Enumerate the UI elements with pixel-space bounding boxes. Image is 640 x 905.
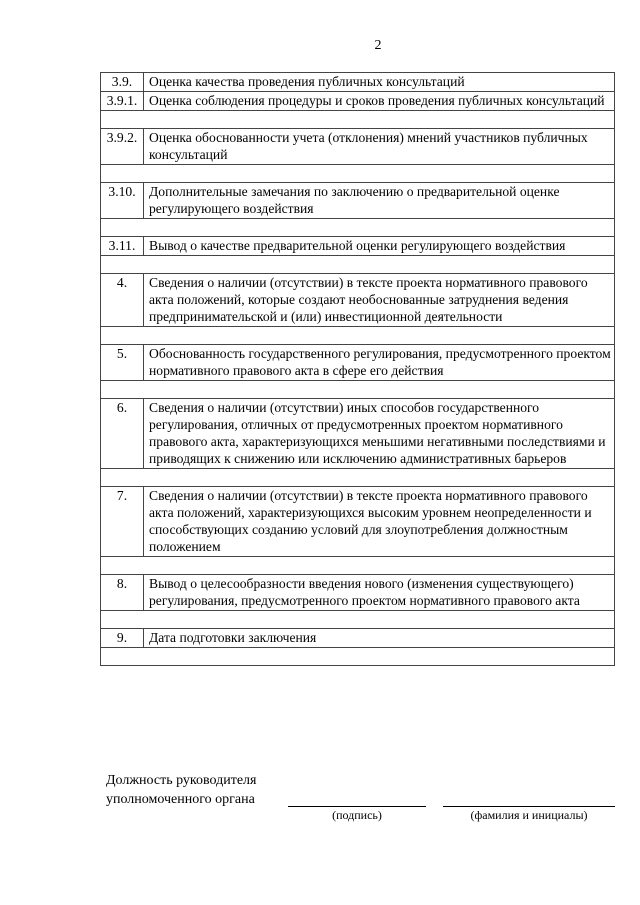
table-row: [101, 73, 615, 92]
blank-answer-row: [101, 327, 615, 345]
table-row: [101, 629, 615, 648]
official-position: [106, 771, 256, 809]
table-row: [101, 92, 615, 111]
row-text: Сведения о наличии (отсутствии) в тексте проекта нормативного правового акта положений, характеризующихся высоким уровнем неопределенности и способствующих созданию условий для злоупотребления должностным положением: [144, 487, 615, 557]
blank-answer-cell: [101, 648, 615, 666]
official-position-line-1: Должность руководителя: [106, 773, 257, 788]
row-text: Дополнительные замечания по заключению о предварительной оценке регулирующего воздействия: [144, 183, 615, 219]
table-row: [101, 345, 615, 381]
blank-answer-cell: [101, 219, 615, 237]
signature-line: [288, 806, 426, 807]
row-number: 6.: [101, 399, 144, 469]
row-text: Вывод о целесообразности введения нового (изменения существующего) регулирования, предусмотренного проектом нормативного правового акта: [144, 575, 615, 611]
blank-answer-row: [101, 111, 615, 129]
signature-caption: (подпись): [332, 808, 382, 822]
row-text: Оценка качества проведения публичных консультаций: [144, 73, 615, 92]
row-number: 4.: [101, 274, 144, 327]
blank-answer-row: [101, 256, 615, 274]
blank-answer-row: [101, 165, 615, 183]
row-number: 9.: [101, 629, 144, 648]
row-text: Оценка обоснованности учета (отклонения) мнений участников публичных консультаций: [144, 129, 615, 165]
blank-answer-cell: [101, 611, 615, 629]
blank-answer-cell: [101, 111, 615, 129]
row-number: 3.10.: [101, 183, 144, 219]
name-line: [443, 806, 615, 807]
blank-answer-row: [101, 219, 615, 237]
blank-answer-row: [101, 381, 615, 399]
row-text: Дата подготовки заключения: [144, 629, 615, 648]
row-number: 3.9.2.: [101, 129, 144, 165]
table-row: [101, 183, 615, 219]
table-row: [101, 129, 615, 165]
row-number: 5.: [101, 345, 144, 381]
blank-answer-cell: [101, 327, 615, 345]
review-table: [100, 72, 615, 666]
table-row: [101, 487, 615, 557]
row-number: 3.9.: [101, 73, 144, 92]
blank-answer-cell: [101, 256, 615, 274]
blank-answer-row: [101, 557, 615, 575]
table-row: [101, 274, 615, 327]
table-row: [101, 237, 615, 256]
row-number: 8.: [101, 575, 144, 611]
row-text: Сведения о наличии (отсутствии) в тексте проекта нормативного правового акта положений, которые создают необоснованные затруднения ведения предпринимательской и (или) инвестиционной деятельности: [144, 274, 615, 327]
row-number: 7.: [101, 487, 144, 557]
blank-answer-row: [101, 611, 615, 629]
blank-answer-cell: [101, 165, 615, 183]
table-row: [101, 575, 615, 611]
row-number: 3.11.: [101, 237, 144, 256]
blank-answer-row: [101, 648, 615, 666]
blank-answer-cell: [101, 381, 615, 399]
review-table-body: [101, 73, 615, 666]
official-position-line-2: уполномоченного органа: [106, 792, 255, 807]
table-row: [101, 399, 615, 469]
name-caption: (фамилия и инициалы): [470, 808, 588, 822]
row-text: Обоснованность государственного регулирования, предусмотренного проектом нормативного правового акта в сфере его действия: [144, 345, 615, 381]
blank-answer-cell: [101, 557, 615, 575]
blank-answer-cell: [101, 469, 615, 487]
row-text: Оценка соблюдения процедуры и сроков проведения публичных консультаций: [144, 92, 615, 111]
page-number: 2: [374, 38, 382, 53]
row-text: Вывод о качестве предварительной оценки регулирующего воздействия: [144, 237, 615, 256]
blank-answer-row: [101, 469, 615, 487]
row-number: 3.9.1.: [101, 92, 144, 111]
row-text: Сведения о наличии (отсутствии) иных способов государственного регулирования, отличных от предусмотренных проектом нормативного правового акта, характеризующихся меньшими негативными последствиями и приводящих к снижению или исключению административных барьеров: [144, 399, 615, 469]
